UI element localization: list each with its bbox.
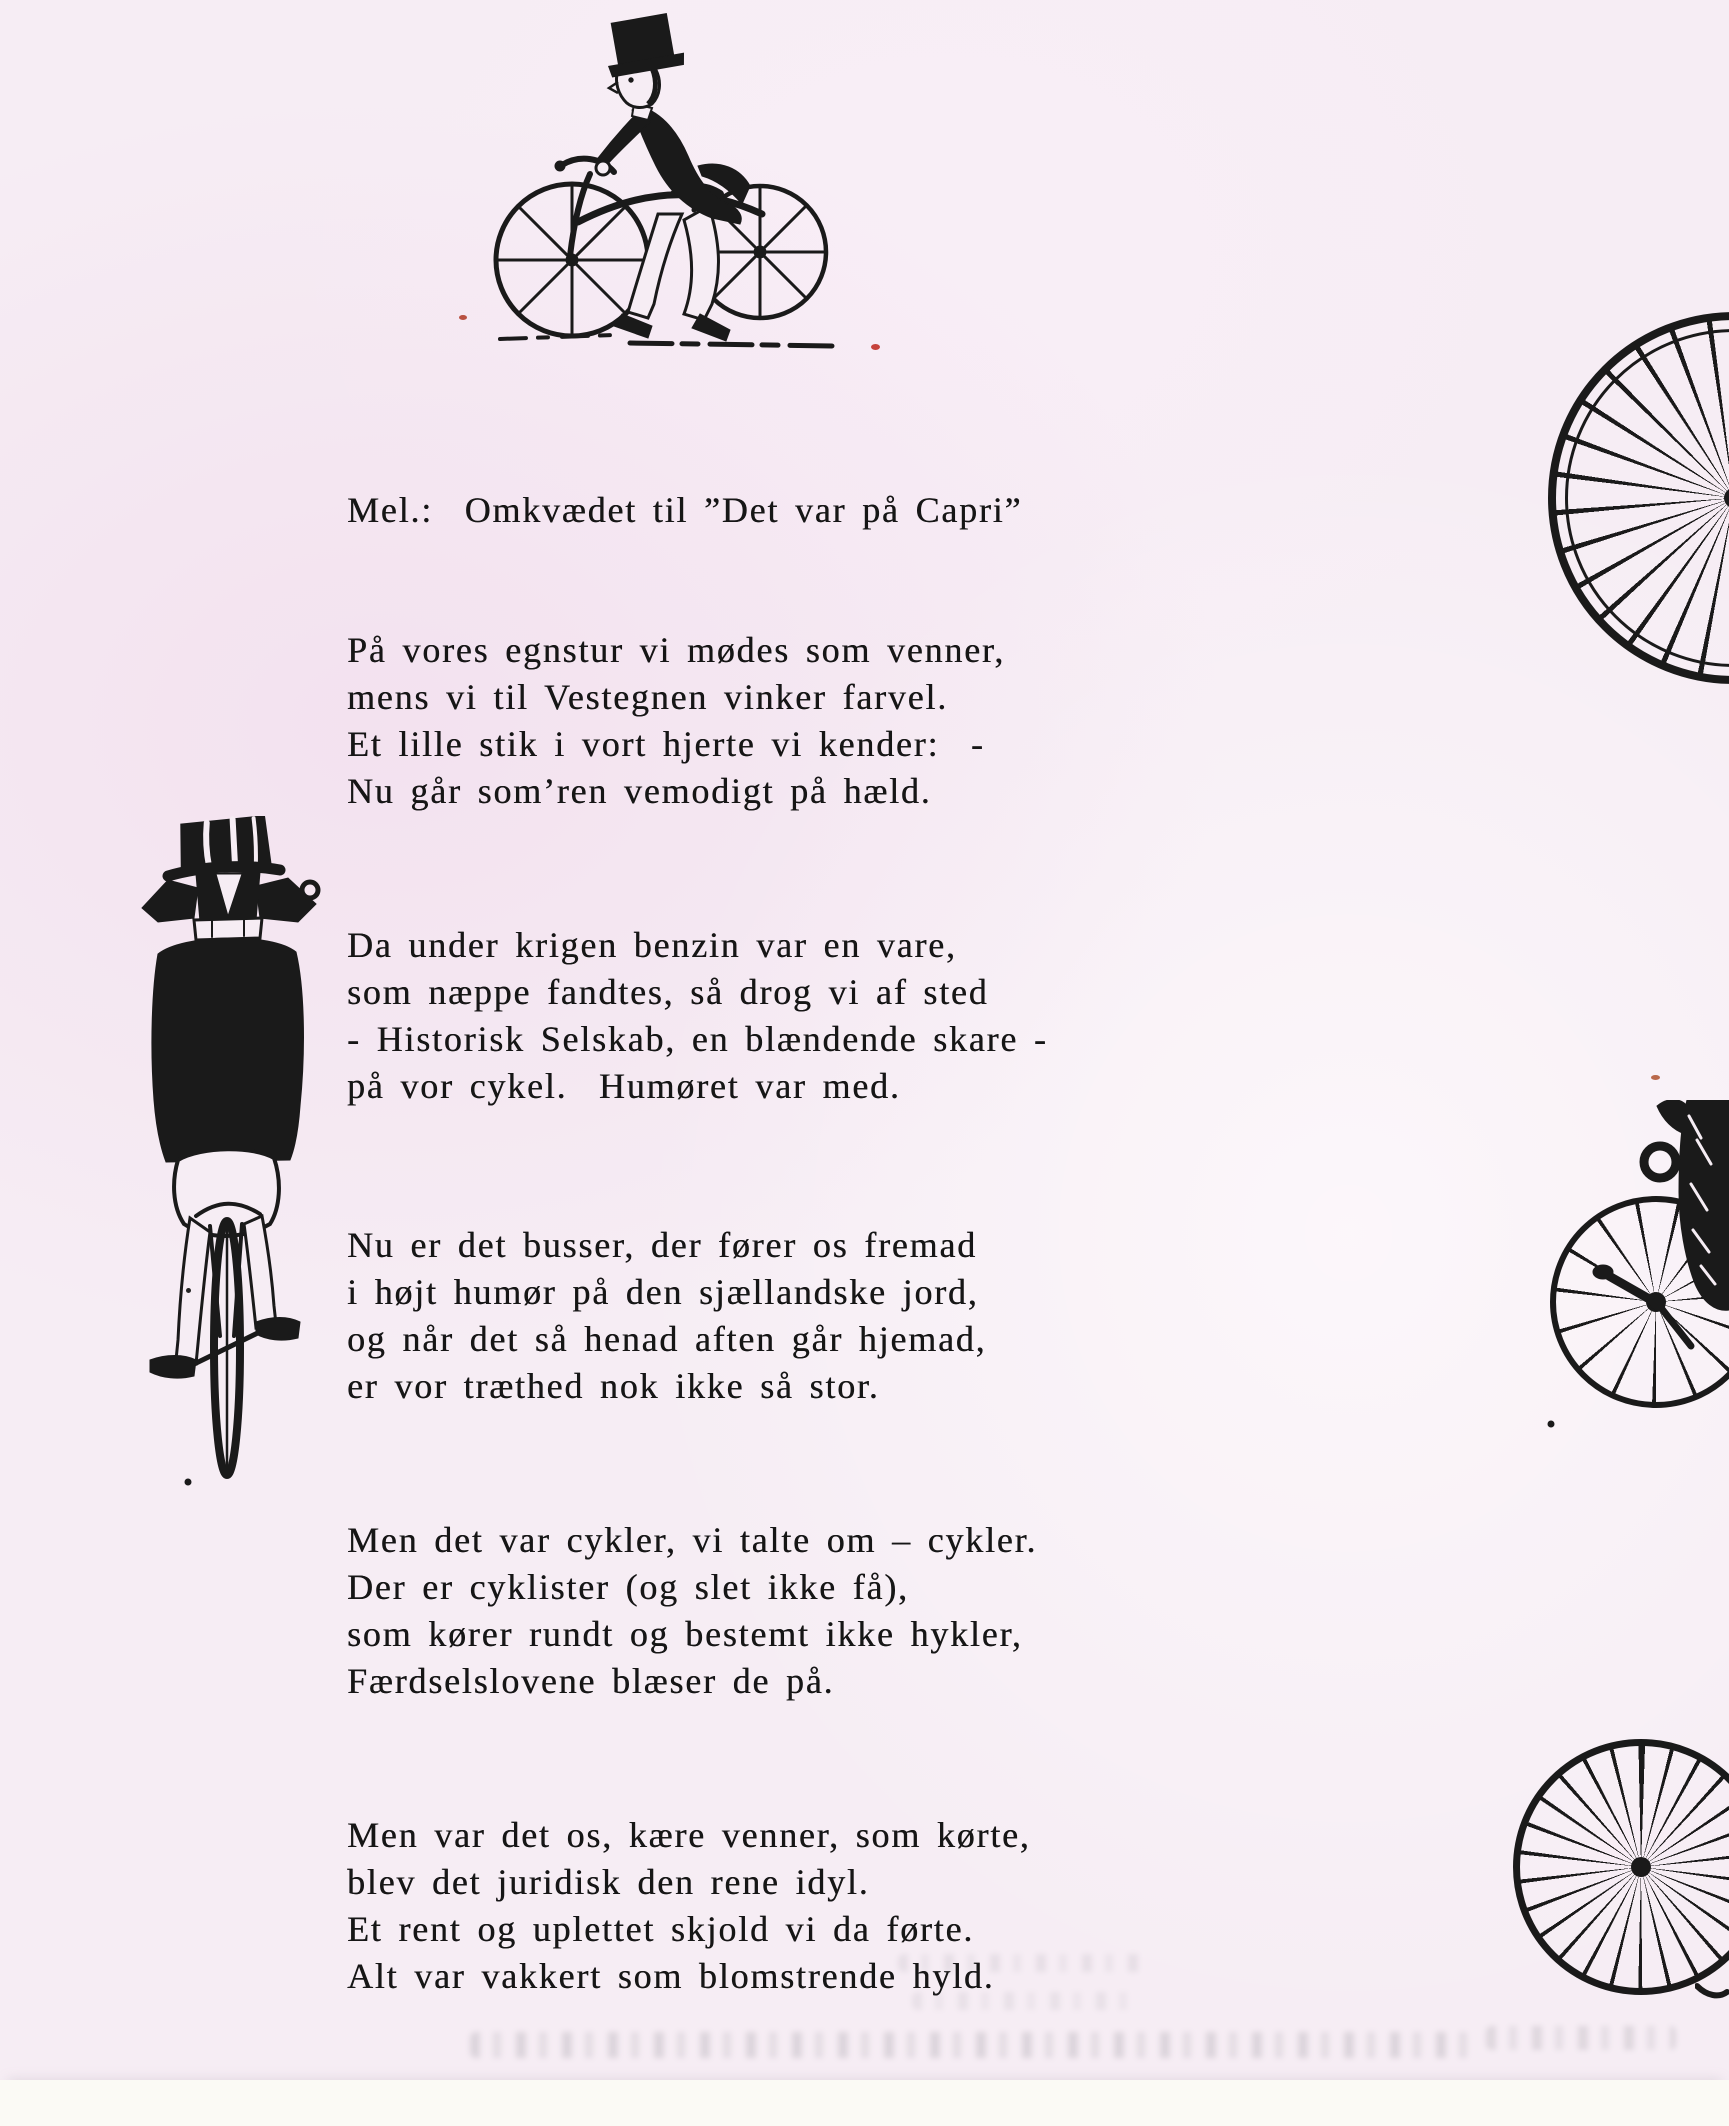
poem-line: På vores egnstur vi mødes som venner, xyxy=(347,630,1006,670)
poem-line: Da under krigen benzin var en vare, xyxy=(347,925,957,965)
poem-line: i højt humør på den sjællandske jord, xyxy=(347,1272,979,1312)
poem-line: Alt var vakkert som blomstrende hyld. xyxy=(347,1956,995,1996)
poem-line: mens vi til Vestegnen vinker farvel. xyxy=(347,677,949,717)
poem-line: Der er cyklister (og slet ikke få), xyxy=(347,1567,909,1607)
stanza-4 xyxy=(347,1517,1037,1705)
poem-line: Nu går som’ren vemodigt på hæld. xyxy=(347,771,932,811)
penny-farthing-wheel-top-right xyxy=(1548,312,1729,684)
poem-line: er vor træthed nok ikke så stor. xyxy=(347,1366,880,1406)
bleedthrough-smudge xyxy=(912,1992,1137,2010)
ink-speck xyxy=(186,1288,191,1293)
paper-speck xyxy=(871,344,880,350)
poem-line: blev det juridisk den rene idyl. xyxy=(347,1862,870,1902)
poem-line: - Historisk Selskab, en blændende skare - xyxy=(347,1019,1048,1059)
stanza-3 xyxy=(347,1222,986,1410)
poem-line: på vor cykel. Humøret var med. xyxy=(347,1066,901,1106)
bleedthrough-smudge xyxy=(1486,2026,1676,2050)
poem-line: som næppe fandtes, så drog vi af sted xyxy=(347,972,989,1012)
poem-line: og når det så henad aften går hjemad, xyxy=(347,1319,987,1359)
melody-line: Mel.: Omkvædet til ”Det var på Capri” xyxy=(347,490,1023,530)
bleedthrough-smudge xyxy=(470,2032,1470,2058)
scan-bottom-edge xyxy=(0,2080,1729,2126)
stanza-2 xyxy=(347,922,1048,1110)
rear-view-cyclist-illustration xyxy=(122,816,337,1491)
poem-line: Men det var cykler, vi talte om – cykler. xyxy=(347,1520,1038,1560)
poem-line: Et lille stik i vort hjerte vi kender: - xyxy=(347,724,985,764)
poem-line: Men var det os, kære venner, som kørte, xyxy=(347,1815,1031,1855)
wheel-ground-flourish xyxy=(1695,1978,1729,2004)
paper-speck xyxy=(459,315,467,320)
poem-line: som kører rundt og bestemt ikke hykler, xyxy=(347,1614,1023,1654)
melody-block xyxy=(347,487,1022,534)
poem-line: Nu er det busser, der fører os fremad xyxy=(347,1225,977,1265)
draisine-rider-illustration xyxy=(462,8,867,353)
bicycle-wheel-bottom-right xyxy=(1513,1739,1729,1995)
penny-farthing-rider-fragment xyxy=(1539,1100,1729,1440)
paper-speck xyxy=(1651,1075,1660,1080)
stanza-1 xyxy=(347,627,1005,815)
poem-line: Færdselslovene blæser de på. xyxy=(347,1661,835,1701)
bleedthrough-smudge xyxy=(898,1954,1148,1972)
poem-line: Et rent og uplettet skjold vi da førte. xyxy=(347,1909,975,1949)
